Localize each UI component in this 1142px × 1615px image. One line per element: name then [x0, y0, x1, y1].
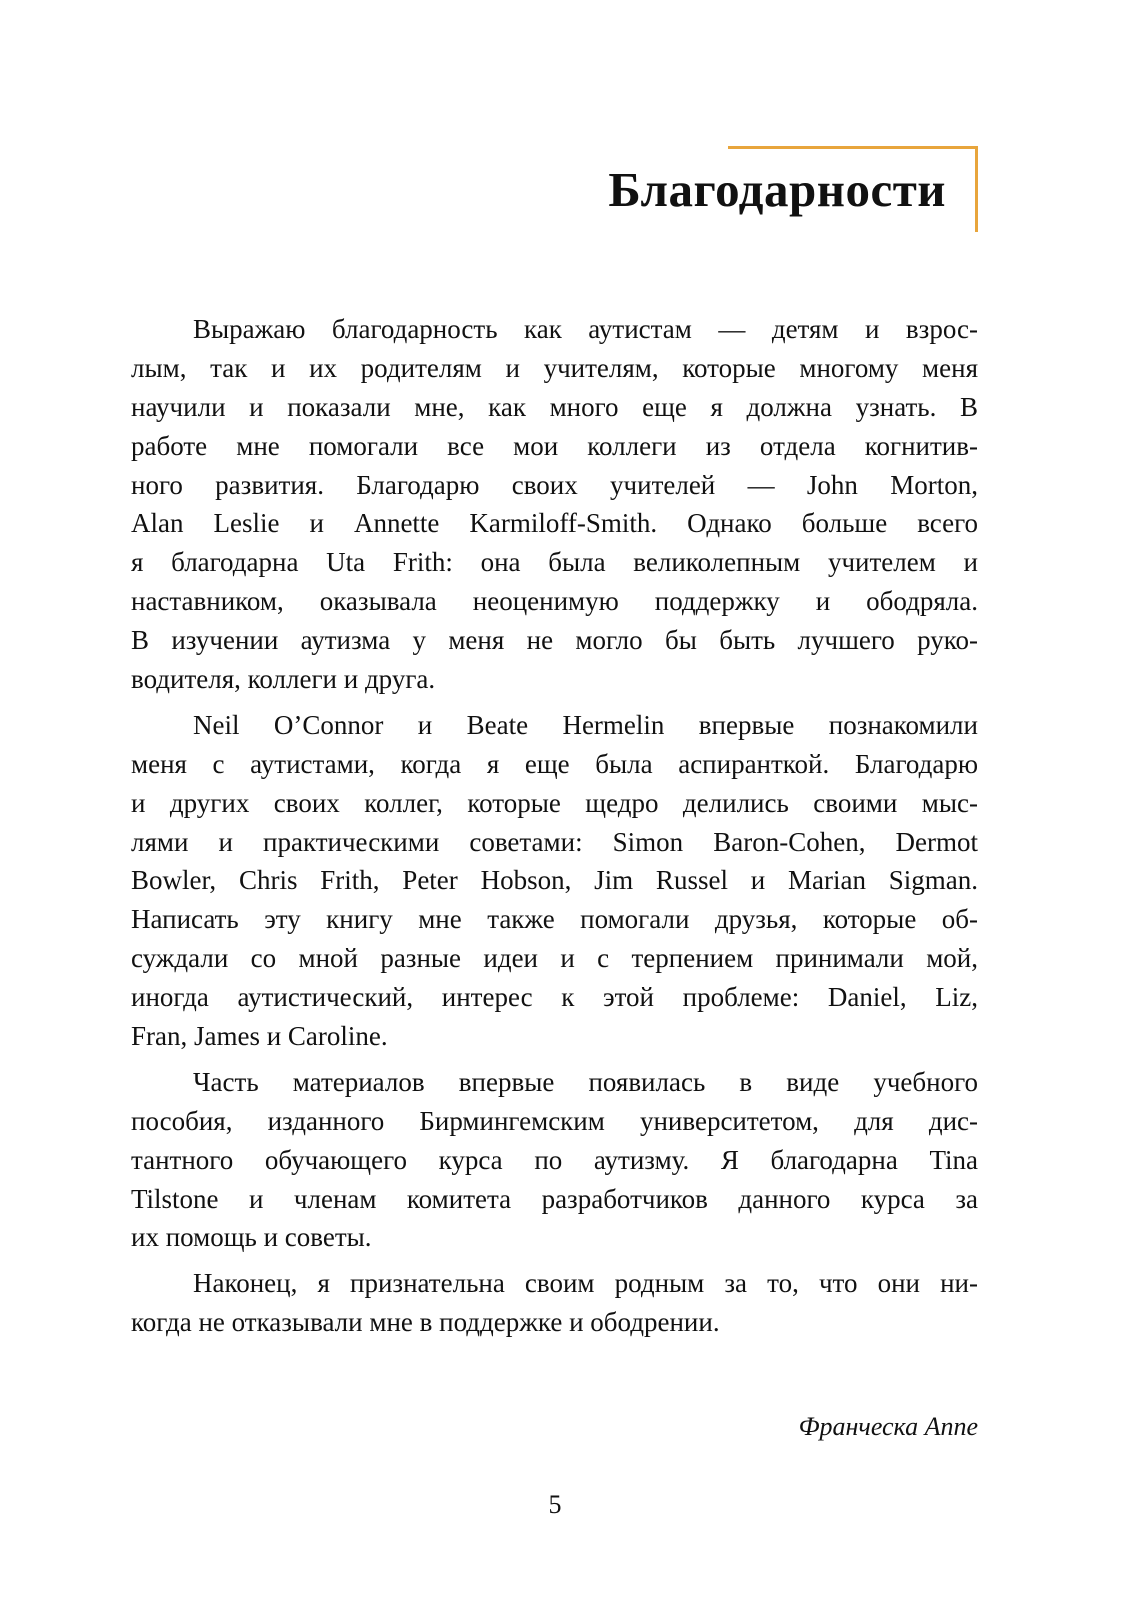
text-line: Tilstone и членам комитета разработчиков данного курса за	[131, 1183, 978, 1214]
text-line: когда не отказывали мне в поддержке и ободрении.	[131, 1307, 720, 1338]
text-line: лями и практическими советами: Simon Baron-Cohen, Dermot	[131, 826, 978, 857]
text-line: Часть материалов впервые появилась в виде учебного	[193, 1066, 978, 1097]
text-line: Fran, James и Caroline.	[131, 1021, 388, 1052]
accent-bracket-side	[975, 146, 978, 232]
text-line: их помощь и советы.	[131, 1222, 372, 1253]
text-line: научили и показали мне, как много еще я должна узнать. В	[131, 391, 978, 422]
text-line: меня с аутистами, когда я еще была аспиранткой. Благодарю	[131, 748, 978, 779]
paragraph-3	[131, 1063, 978, 1257]
text-line: тантного обучающего курса по аутизму. Я благодарна Tina	[131, 1144, 978, 1175]
paragraph-1	[131, 310, 978, 699]
text-line: суждали со мной разные идеи и с терпением принимали мой,	[131, 943, 978, 974]
text-line: Выражаю благодарность как аутистам — детям и взрос-	[193, 314, 978, 344]
text-line: я благодарна Uta Frith: она была великолепным учителем и	[131, 547, 978, 578]
text-line: наставником, оказывала неоценимую поддержку и ободряла.	[131, 586, 978, 617]
text-line: водителя, коллеги и друга.	[131, 664, 436, 695]
text-line: и других своих коллег, которые щедро делились своими мыс-	[131, 787, 978, 818]
paragraph-2	[131, 706, 978, 1056]
text-line: ного развития. Благодарю своих учителей — John Morton,	[131, 469, 978, 500]
text-line: Alan Leslie и Annette Karmiloff-Smith. Однако больше всего	[131, 508, 978, 539]
author-signature: Франческа Аппе	[798, 1412, 978, 1441]
text-line: В изучении аутизма у меня не могло бы быть лучшего руко-	[131, 625, 978, 656]
text-line: Bowler, Chris Frith, Peter Hobson, Jim Russel и Marian Sigman.	[131, 865, 978, 896]
text-line: Наконец, я признательна своим родным за то, что они ни-	[193, 1268, 978, 1299]
text-line: пособия, изданного Бирмингемским университетом, для дис-	[131, 1105, 978, 1136]
text-line: лым, так и их родителям и учителям, которые многому меня	[131, 352, 978, 383]
text-line: Neil O’Connor и Beate Hermelin впервые познакомили	[193, 709, 978, 740]
page-title: Благодарности	[608, 162, 946, 217]
accent-bracket-top	[728, 146, 978, 149]
text-line: Написать эту книгу мне также помогали друзья, которые об-	[131, 904, 978, 935]
text-line: работе мне помогали все мои коллеги из отдела когнитив-	[131, 430, 978, 461]
text-line: иногда аутистический, интерес к этой проблеме: Daniel, Liz,	[131, 982, 978, 1013]
page-number: 5	[548, 1490, 562, 1519]
body-text	[131, 310, 978, 1349]
paragraph-4	[131, 1264, 978, 1342]
